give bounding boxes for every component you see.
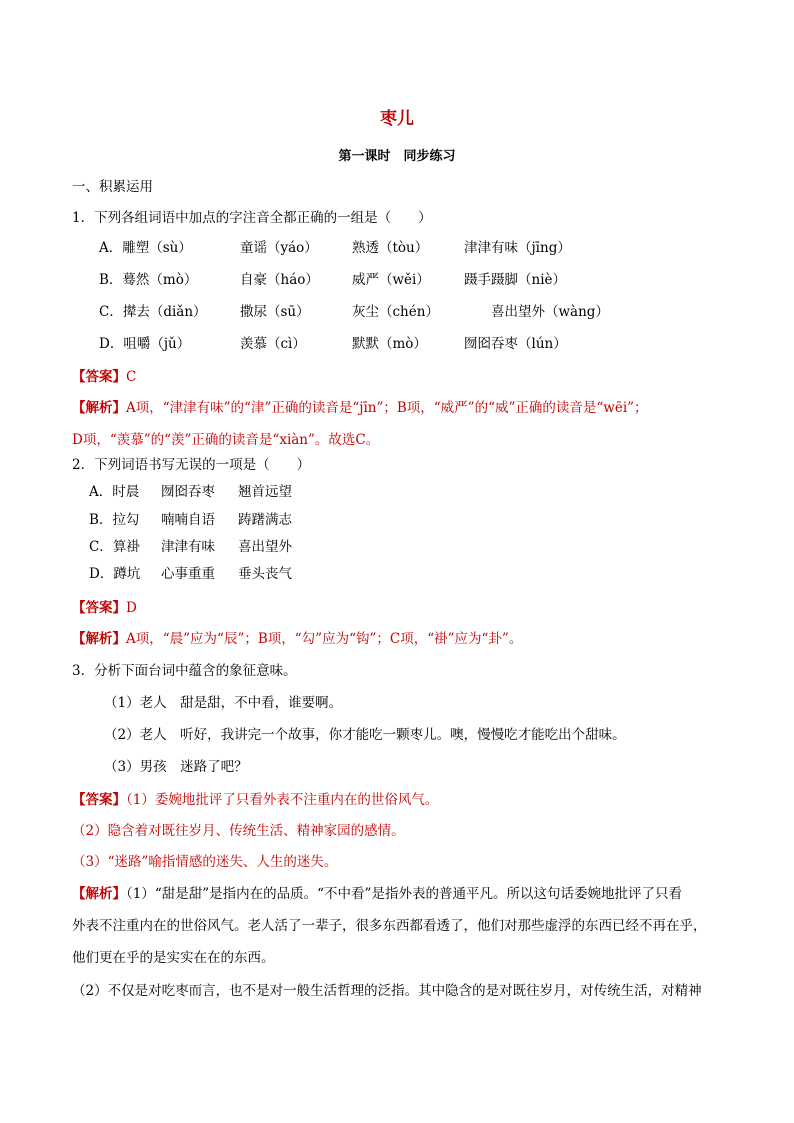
- answer-tag: 【答案】: [72, 792, 126, 808]
- q3-analysis-line-4: （2）不仅是对吃枣而言，也不是对一般生活哲理的泛指。其中隐含的是对既往岁月，对传统生活，对精神: [72, 983, 702, 999]
- q1-option-d-3: 默默（mò）: [352, 336, 427, 352]
- q1-option-a-4: 津津有味（jīng）: [464, 240, 571, 256]
- q3-answer-line-2: （2）隐含着对既往岁月、传统生活、精神家园的感情。: [72, 823, 405, 839]
- q2-option-a-3: 翘首远望: [238, 484, 292, 500]
- q3-answer-line-1: [72, 791, 438, 809]
- q1-answer: [72, 368, 136, 386]
- q1-option-b-2: 自豪（háo）: [240, 272, 319, 288]
- q1-analysis-line-2: D项，“羡慕”的“羡”正确的读音是“xiàn”。故选C。: [72, 432, 380, 448]
- q3-line-2: （2）老人 听好，我讲完一个故事，你才能吃一颗枣儿。噢，慢慢吃才能吃出个甜味。: [104, 727, 626, 743]
- analysis-tag: 【解析】: [72, 400, 126, 416]
- q1-option-c-3: 灰尘（chén）: [352, 304, 439, 320]
- q2-option-b-1: B．拉勾: [89, 512, 140, 528]
- q1-option-d-4: 囫囵吞枣（lún）: [464, 336, 567, 352]
- q1-option-d-2: 羡慕（cì）: [240, 336, 306, 352]
- q1-option-a-3: 熟透（tòu）: [352, 240, 429, 256]
- analysis-tag: 【解析】: [72, 886, 126, 902]
- q3-analysis-line-2: 外表不注重内在的世俗风气。老人活了一辈子，很多东西都看透了，他们对那些虚浮的东西已经不再在乎，: [72, 918, 707, 934]
- q2-answer: [72, 599, 137, 617]
- answer-tag: 【答案】: [72, 600, 126, 616]
- document-title: 枣儿: [380, 109, 414, 129]
- answer-value: D: [126, 600, 137, 616]
- analysis-text: A项，“晨”应为“辰”；B项，“勾”应为“钩”；C项，“褂”应为“卦”。: [126, 631, 523, 647]
- q3-analysis-line-1: [72, 885, 682, 903]
- section-heading: 一、积累运用: [72, 179, 153, 195]
- q2-option-c-1: C．算褂: [89, 539, 140, 555]
- question-2-stem: 2．下列词语书写无误的一项是（ ）: [72, 457, 311, 473]
- q2-option-c-3: 喜出望外: [238, 539, 292, 555]
- q3-line-3: （3）男孩 迷路了吧？: [104, 759, 248, 775]
- q2-option-b-3: 踌躇满志: [238, 512, 292, 528]
- q3-answer-line-3: （3）“迷路”喻指情感的迷失、人生的迷失。: [72, 854, 338, 870]
- answer-value: C: [126, 369, 137, 385]
- q2-option-d-1: D．蹲坑: [89, 566, 141, 582]
- q1-option-b-4: 蹑手蹑脚（niè）: [464, 272, 567, 288]
- q2-option-d-2: 心事重重: [161, 566, 215, 582]
- q2-option-c-2: 津津有味: [161, 539, 215, 555]
- q1-option-a-1: A．雕塑（sù）: [99, 240, 192, 256]
- q1-option-d-1: D．咀嚼（jǔ）: [99, 336, 191, 352]
- q2-analysis: [72, 630, 522, 648]
- analysis-tag: 【解析】: [72, 631, 126, 647]
- document-subtitle: 第一课时 同步练习: [338, 149, 456, 164]
- q2-option-a-2: 囫囵吞枣: [161, 484, 215, 500]
- q1-option-c-1: C．撵去（diǎn）: [99, 304, 207, 320]
- q2-option-a-1: A．时晨: [89, 484, 140, 500]
- q1-option-c-4: 喜出望外（wàng）: [491, 304, 609, 320]
- answer-text: （1）委婉地批评了只看外表不注重内在的世俗风气。: [126, 792, 439, 808]
- q1-analysis-line-1: [72, 399, 648, 417]
- analysis-text: A项，“津津有味”的“津”正确的读音是“jīn”；B项，“威严”的“威”正确的读音是“wēi”；: [126, 400, 648, 416]
- q1-option-b-3: 威严（wěi）: [352, 272, 430, 288]
- q1-option-a-2: 童谣（yáo）: [240, 240, 318, 256]
- q3-analysis-line-3: 他们更在乎的是实实在在的东西。: [72, 950, 275, 966]
- q1-option-b-1: B．蓦然（mò）: [99, 272, 198, 288]
- q1-option-c-2: 撒尿（sū）: [240, 304, 310, 320]
- analysis-text: （1）“甜是甜”是指内在的品质。“不中看”是指外表的普通平凡。所以这句话委婉地批评了只看: [126, 886, 682, 902]
- q2-option-d-3: 垂头丧气: [238, 566, 292, 582]
- q2-option-b-2: 喃喃自语: [161, 512, 215, 528]
- answer-tag: 【答案】: [72, 369, 126, 385]
- question-1-stem: 1．下列各组词语中加点的字注音全都正确的一组是（ ）: [72, 210, 432, 226]
- question-3-stem: 3．分析下面台词中蕴含的象征意味。: [72, 663, 297, 679]
- q3-line-1: （1）老人 甜是甜，不中看，谁要啊。: [104, 695, 343, 711]
